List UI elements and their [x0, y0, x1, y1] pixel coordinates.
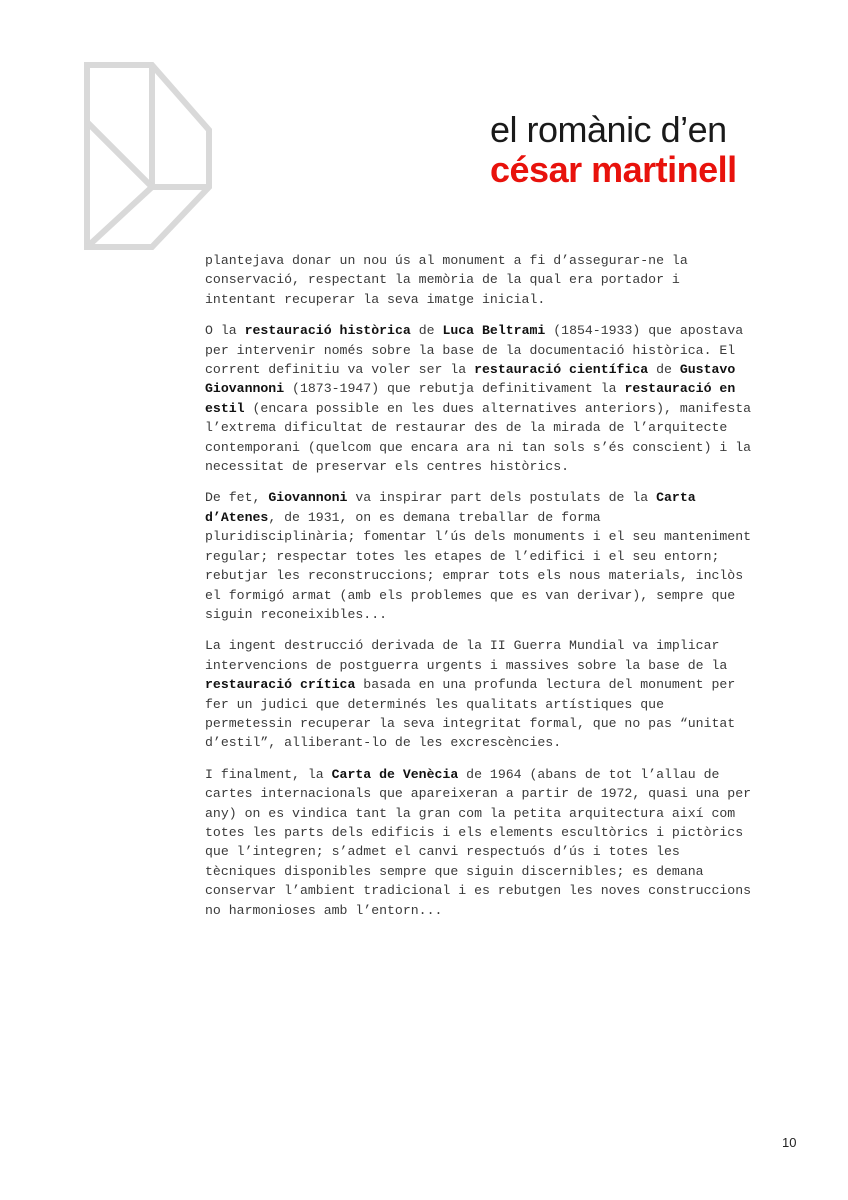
text-run: de	[648, 362, 680, 378]
document-title	[490, 110, 810, 190]
text-run: I finalment, la	[205, 766, 332, 782]
bold-term: Luca Beltrami	[442, 323, 546, 339]
text-run: , de 1931, on es demana treballar de forma pluridisciplinària; fomentar l’ús dels monuments i el seu manteniment regular; respectar totes les etapes de l’edifici i el seu entorn; rebutjar les reconstruccions; emprar tots els nous materials, inclòs el formigó armat (amb els problemes que es van derivar), sempre que siguin reconeixibles...	[205, 509, 752, 622]
text-run: (encara possible en les dues alternatives anteriors), manifesta l’extrema dificultat de restaurar des de la mirada de l’arquitecte contemporani (quelcom que encara ara ni tan sols s’és conscient) i la necessitat de preservar els centres històrics.	[205, 400, 752, 475]
bold-term: restauració crítica	[205, 677, 356, 693]
bold-term: restauració històrica	[244, 323, 411, 339]
text-run: plantejava donar un nou ús al monument a fi d’assegurar-ne la conservació, respectant la memòria de la qual era portador i intentant recuperar la seva imatge inicial.	[205, 253, 688, 307]
body-paragraph	[205, 636, 805, 752]
stylized-outline-logo-icon	[84, 62, 212, 250]
bold-term: restauració científica	[474, 362, 649, 378]
text-run: O la	[205, 323, 245, 339]
body-paragraph	[205, 251, 805, 309]
body-paragraph	[205, 765, 805, 920]
title-line-2: césar martinell	[490, 149, 737, 190]
bold-term: restauració en estil	[205, 381, 736, 416]
title-line-1: el romànic d’en	[490, 109, 727, 150]
text-run: (1873-1947) que rebutja definitivament la	[284, 381, 625, 397]
bold-term: Carta d’Atenes	[205, 490, 696, 525]
body-text	[205, 251, 805, 932]
text-run: De fet,	[205, 490, 269, 506]
bold-term: Gustavo Giovannoni	[205, 362, 736, 397]
text-run: La ingent destrucció derivada de la II Guerra Mundial va implicar intervencions de postguerra urgents i massives sobre la base de la	[205, 638, 728, 673]
text-run: de 1964 (abans de tot l’allau de cartes internacionals que apareixeran a partir de 1972, quasi una per any) on es vindica tant la gran com la petita arquitectura així com totes les parts dels edificis i els elements escultòrics i pictòrics que l’integren; s’admet el canvi respectuós d’ús i totes les tècniques disponibles sempre que siguin discernibles; es demana conservar l’ambient tradicional i es rebutgen les noves construccions no harmonioses amb l’entorn...	[205, 766, 752, 918]
body-paragraph	[205, 488, 805, 624]
text-run: basada en una profunda lectura del monument per fer un judici que determinés les qualitats artístiques que permetessin recuperar la seva integritat formal, que no pas “unitat d’estil”, alliberant-lo de les excrescències.	[205, 677, 736, 751]
text-run: de	[410, 323, 443, 339]
bold-term: Giovannoni	[268, 490, 348, 506]
body-paragraph	[205, 321, 805, 476]
page-number: 10	[782, 1135, 797, 1150]
text-run: (1854-1933) que apostava per intervenir només sobre la base de la documentació històrica. El corrent definitiu va voler ser la	[205, 323, 744, 378]
text-run: va inspirar part dels postulats de la	[347, 490, 657, 506]
bold-term: Carta de Venècia	[331, 766, 459, 782]
